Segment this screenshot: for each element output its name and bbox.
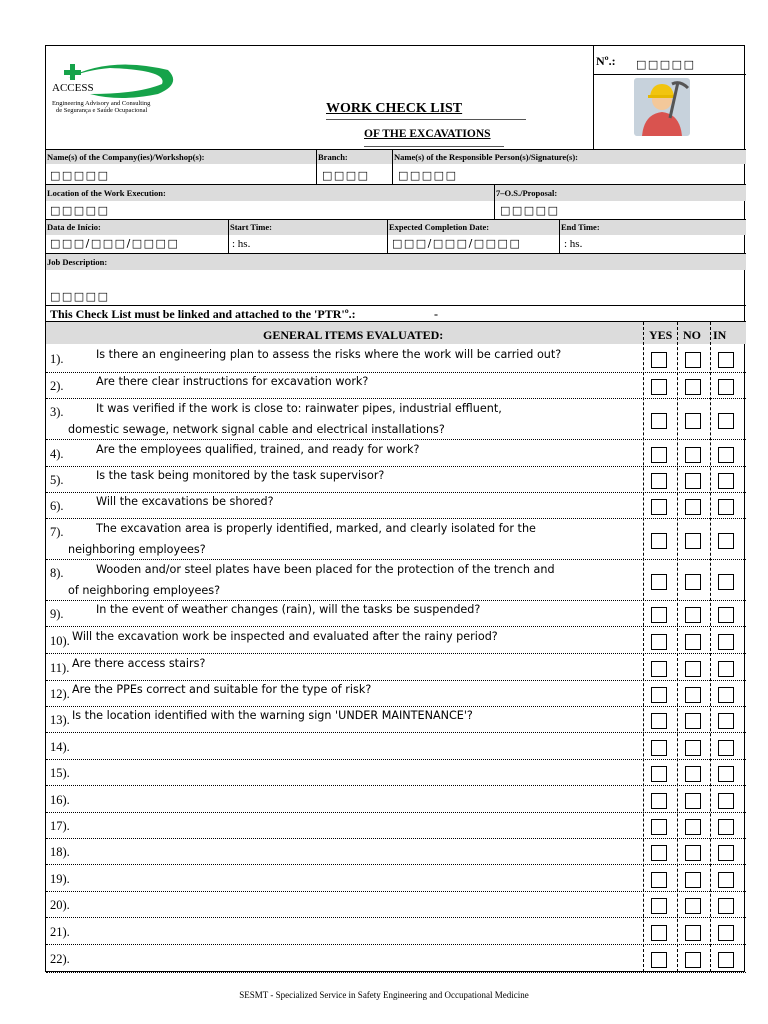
table-row — [46, 680, 746, 706]
in-checkbox[interactable] — [718, 473, 734, 489]
col-no-header: NO — [683, 328, 701, 342]
yes-checkbox[interactable] — [651, 687, 667, 703]
company-field[interactable]: □□□□□ — [50, 169, 110, 182]
item-question: Is there an engineering plan to assess the risks where the work will be carried out? — [96, 348, 562, 361]
item-question: Is the location identified with the warning sign 'UNDER MAINTENANCE'? — [72, 709, 473, 722]
item-number: 14). — [50, 739, 70, 754]
page-subtitle: OF THE EXCAVATIONS — [364, 128, 491, 140]
item-question: The excavation area is properly identified, marked, and clearly isolated for the — [96, 522, 536, 535]
no-checkbox[interactable] — [685, 574, 701, 590]
yes-checkbox[interactable] — [651, 845, 667, 861]
ptr-dash: - — [434, 307, 438, 321]
item-question: Will the excavation work be inspected and evaluated after the rainy period? — [72, 629, 498, 643]
no-checkbox[interactable] — [685, 413, 701, 429]
in-checkbox[interactable] — [718, 379, 734, 395]
yes-checkbox[interactable] — [651, 447, 667, 463]
in-checkbox[interactable] — [718, 574, 734, 590]
table-row — [46, 626, 746, 653]
start-time-field[interactable]: : hs. — [232, 238, 251, 250]
in-checkbox[interactable] — [718, 952, 734, 968]
item-question: Are the employees qualified, trained, and ready for work? — [96, 442, 420, 456]
item-number: 20). — [50, 898, 70, 912]
number-label: Nº.: — [596, 54, 616, 68]
table-row — [46, 706, 746, 732]
table-row — [46, 838, 746, 864]
yes-checkbox[interactable] — [651, 740, 667, 756]
item-number: 2). — [50, 379, 64, 393]
in-checkbox[interactable] — [718, 713, 734, 729]
in-checkbox[interactable] — [718, 872, 734, 888]
item-number: 13). — [50, 713, 70, 727]
yes-checkbox[interactable] — [651, 872, 667, 888]
no-checkbox[interactable] — [685, 352, 701, 368]
item-number: 22). — [50, 952, 70, 966]
start-time-label: Start Time: — [230, 222, 272, 232]
yes-checkbox[interactable] — [651, 661, 667, 677]
table-row — [46, 492, 746, 518]
yes-checkbox[interactable] — [651, 925, 667, 941]
no-checkbox[interactable] — [685, 607, 701, 623]
table-row — [46, 732, 746, 759]
item-question-continued: of neighboring employees? — [68, 584, 221, 597]
no-checkbox[interactable] — [685, 713, 701, 729]
no-checkbox[interactable] — [685, 819, 701, 835]
in-checkbox[interactable] — [718, 352, 734, 368]
worker-icon — [634, 78, 690, 136]
table-row — [46, 398, 746, 439]
no-checkbox[interactable] — [685, 499, 701, 515]
no-checkbox[interactable] — [685, 379, 701, 395]
col-yes-header: YES — [649, 328, 673, 342]
no-checkbox[interactable] — [685, 533, 701, 549]
item-number: 19). — [50, 871, 70, 886]
item-number: 9). — [50, 607, 64, 621]
branch-field[interactable]: □□□□ — [322, 169, 370, 182]
in-checkbox[interactable] — [718, 819, 734, 835]
job-description-label: Job Description: — [47, 257, 108, 267]
item-number: 15). — [50, 766, 70, 780]
yes-checkbox[interactable] — [651, 819, 667, 835]
item-question: Is the task being monitored by the task supervisor? — [96, 469, 385, 482]
no-checkbox[interactable] — [685, 473, 701, 489]
item-number: 17). — [50, 819, 70, 833]
responsible-label: Name(s) of the Responsible Person(s)/Signature(s): — [394, 152, 578, 162]
yes-checkbox[interactable] — [651, 379, 667, 395]
end-time-field[interactable]: : hs. — [564, 238, 583, 250]
in-checkbox[interactable] — [718, 413, 734, 429]
item-number: 3). — [50, 405, 64, 419]
responsible-field[interactable]: □□□□□ — [398, 169, 458, 182]
logo-tagline-1: Engineering Advisory and Consulting — [52, 100, 151, 107]
in-checkbox[interactable] — [718, 447, 734, 463]
in-checkbox[interactable] — [718, 661, 734, 677]
os-label: 7–O.S./Proposal: — [496, 188, 558, 198]
item-question: Are there clear instructions for excavation work? — [96, 375, 369, 388]
yes-checkbox[interactable] — [651, 533, 667, 549]
table-row — [46, 653, 746, 680]
no-checkbox[interactable] — [685, 447, 701, 463]
yes-checkbox[interactable] — [651, 793, 667, 809]
yes-checkbox[interactable] — [651, 952, 667, 968]
item-question: Are the PPEs correct and suitable for the type of risk? — [72, 683, 372, 696]
no-checkbox[interactable] — [685, 634, 701, 650]
in-checkbox[interactable] — [718, 845, 734, 861]
table-row — [46, 944, 746, 972]
in-checkbox[interactable] — [718, 499, 734, 515]
items-heading: GENERAL ITEMS EVALUATED: — [263, 328, 444, 342]
item-number: 18). — [50, 845, 70, 859]
item-number: 5). — [50, 473, 64, 487]
ptr-notice: This Check List must be linked and attached to the 'PTR'º.: — [50, 307, 356, 321]
yes-checkbox[interactable] — [651, 898, 667, 914]
item-question: Wooden and/or steel plates have been placed for the protection of the trench and — [96, 563, 555, 576]
table-row — [46, 891, 746, 917]
yes-checkbox[interactable] — [651, 766, 667, 782]
table-row — [46, 466, 746, 492]
in-checkbox[interactable] — [718, 740, 734, 756]
item-question-continued: neighboring employees? — [68, 543, 206, 556]
item-number: 1). — [50, 352, 64, 366]
table-row — [46, 600, 746, 626]
yes-checkbox[interactable] — [651, 413, 667, 429]
yes-checkbox[interactable] — [651, 607, 667, 623]
item-number: 7). — [50, 525, 64, 539]
start-date-label: Data de Início: — [47, 222, 101, 232]
yes-checkbox[interactable] — [651, 352, 667, 368]
table-row — [46, 917, 746, 944]
no-checkbox[interactable] — [685, 845, 701, 861]
no-checkbox[interactable] — [685, 952, 701, 968]
in-checkbox[interactable] — [718, 533, 734, 549]
no-checkbox[interactable] — [685, 793, 701, 809]
item-question: Will the excavations be shored? — [96, 495, 274, 508]
in-checkbox[interactable] — [718, 766, 734, 782]
item-question-continued: domestic sewage, network signal cable and electrical installations? — [68, 423, 445, 436]
page-title: WORK CHECK LIST — [326, 101, 463, 116]
no-checkbox[interactable] — [685, 740, 701, 756]
no-checkbox[interactable] — [685, 687, 701, 703]
page-footer: SESMT - Specialized Service in Safety Engineering and Occupational Medicine — [239, 990, 529, 1000]
table-row — [46, 559, 746, 600]
item-number: 6). — [50, 499, 64, 513]
table-row — [46, 518, 746, 559]
number-value[interactable]: □□□□□ — [636, 58, 696, 71]
table-row — [46, 439, 746, 466]
no-checkbox[interactable] — [685, 898, 701, 914]
item-number: 16). — [50, 792, 70, 807]
yes-checkbox[interactable] — [651, 713, 667, 729]
in-checkbox[interactable] — [718, 634, 734, 650]
location-label: Location of the Work Execution: — [47, 188, 166, 198]
no-checkbox[interactable] — [685, 766, 701, 782]
logo-name: ACCESS — [52, 82, 94, 94]
item-number: 10). — [50, 633, 70, 648]
yes-checkbox[interactable] — [651, 499, 667, 515]
table-row — [46, 785, 746, 812]
end-time-label: End Time: — [561, 222, 600, 232]
item-question: In the event of weather changes (rain), will the tasks be suspended? — [96, 603, 481, 616]
item-question: Are there access stairs? — [72, 656, 206, 670]
no-checkbox[interactable] — [685, 661, 701, 677]
item-number: 12). — [50, 687, 70, 701]
branch-label: Branch: — [318, 152, 348, 162]
checklist-sheet — [45, 45, 745, 972]
col-in-header: IN — [713, 328, 727, 342]
table-row — [46, 372, 746, 398]
table-row — [46, 812, 746, 838]
table-row — [46, 864, 746, 891]
no-checkbox[interactable] — [685, 925, 701, 941]
in-checkbox[interactable] — [718, 687, 734, 703]
job-description-field[interactable]: □□□□□ — [50, 290, 110, 303]
table-row — [46, 344, 746, 372]
start-date-field[interactable]: □□□/□□□/□□□□ — [50, 237, 180, 250]
item-number: 11). — [50, 660, 70, 675]
in-checkbox[interactable] — [718, 607, 734, 623]
os-field[interactable]: □□□□□ — [500, 204, 560, 217]
completion-label: Expected Completion Date: — [389, 222, 490, 232]
yes-checkbox[interactable] — [651, 574, 667, 590]
in-checkbox[interactable] — [718, 898, 734, 914]
item-number: 8). — [50, 566, 64, 580]
in-checkbox[interactable] — [718, 925, 734, 941]
table-row — [46, 759, 746, 785]
item-question: It was verified if the work is close to: rainwater pipes, industrial effluent, — [96, 402, 502, 415]
yes-checkbox[interactable] — [651, 634, 667, 650]
location-field[interactable]: □□□□□ — [50, 204, 110, 217]
item-number: 4). — [50, 446, 64, 461]
no-checkbox[interactable] — [685, 872, 701, 888]
company-label: Name(s) of the Company(ies)/Workshop(s): — [47, 152, 205, 162]
yes-checkbox[interactable] — [651, 473, 667, 489]
completion-field[interactable]: □□□/□□□/□□□□ — [392, 237, 522, 250]
item-number: 21). — [50, 924, 70, 939]
in-checkbox[interactable] — [718, 793, 734, 809]
logo-tagline-2: de Segurança e Saúde Ocupacional — [56, 107, 148, 114]
